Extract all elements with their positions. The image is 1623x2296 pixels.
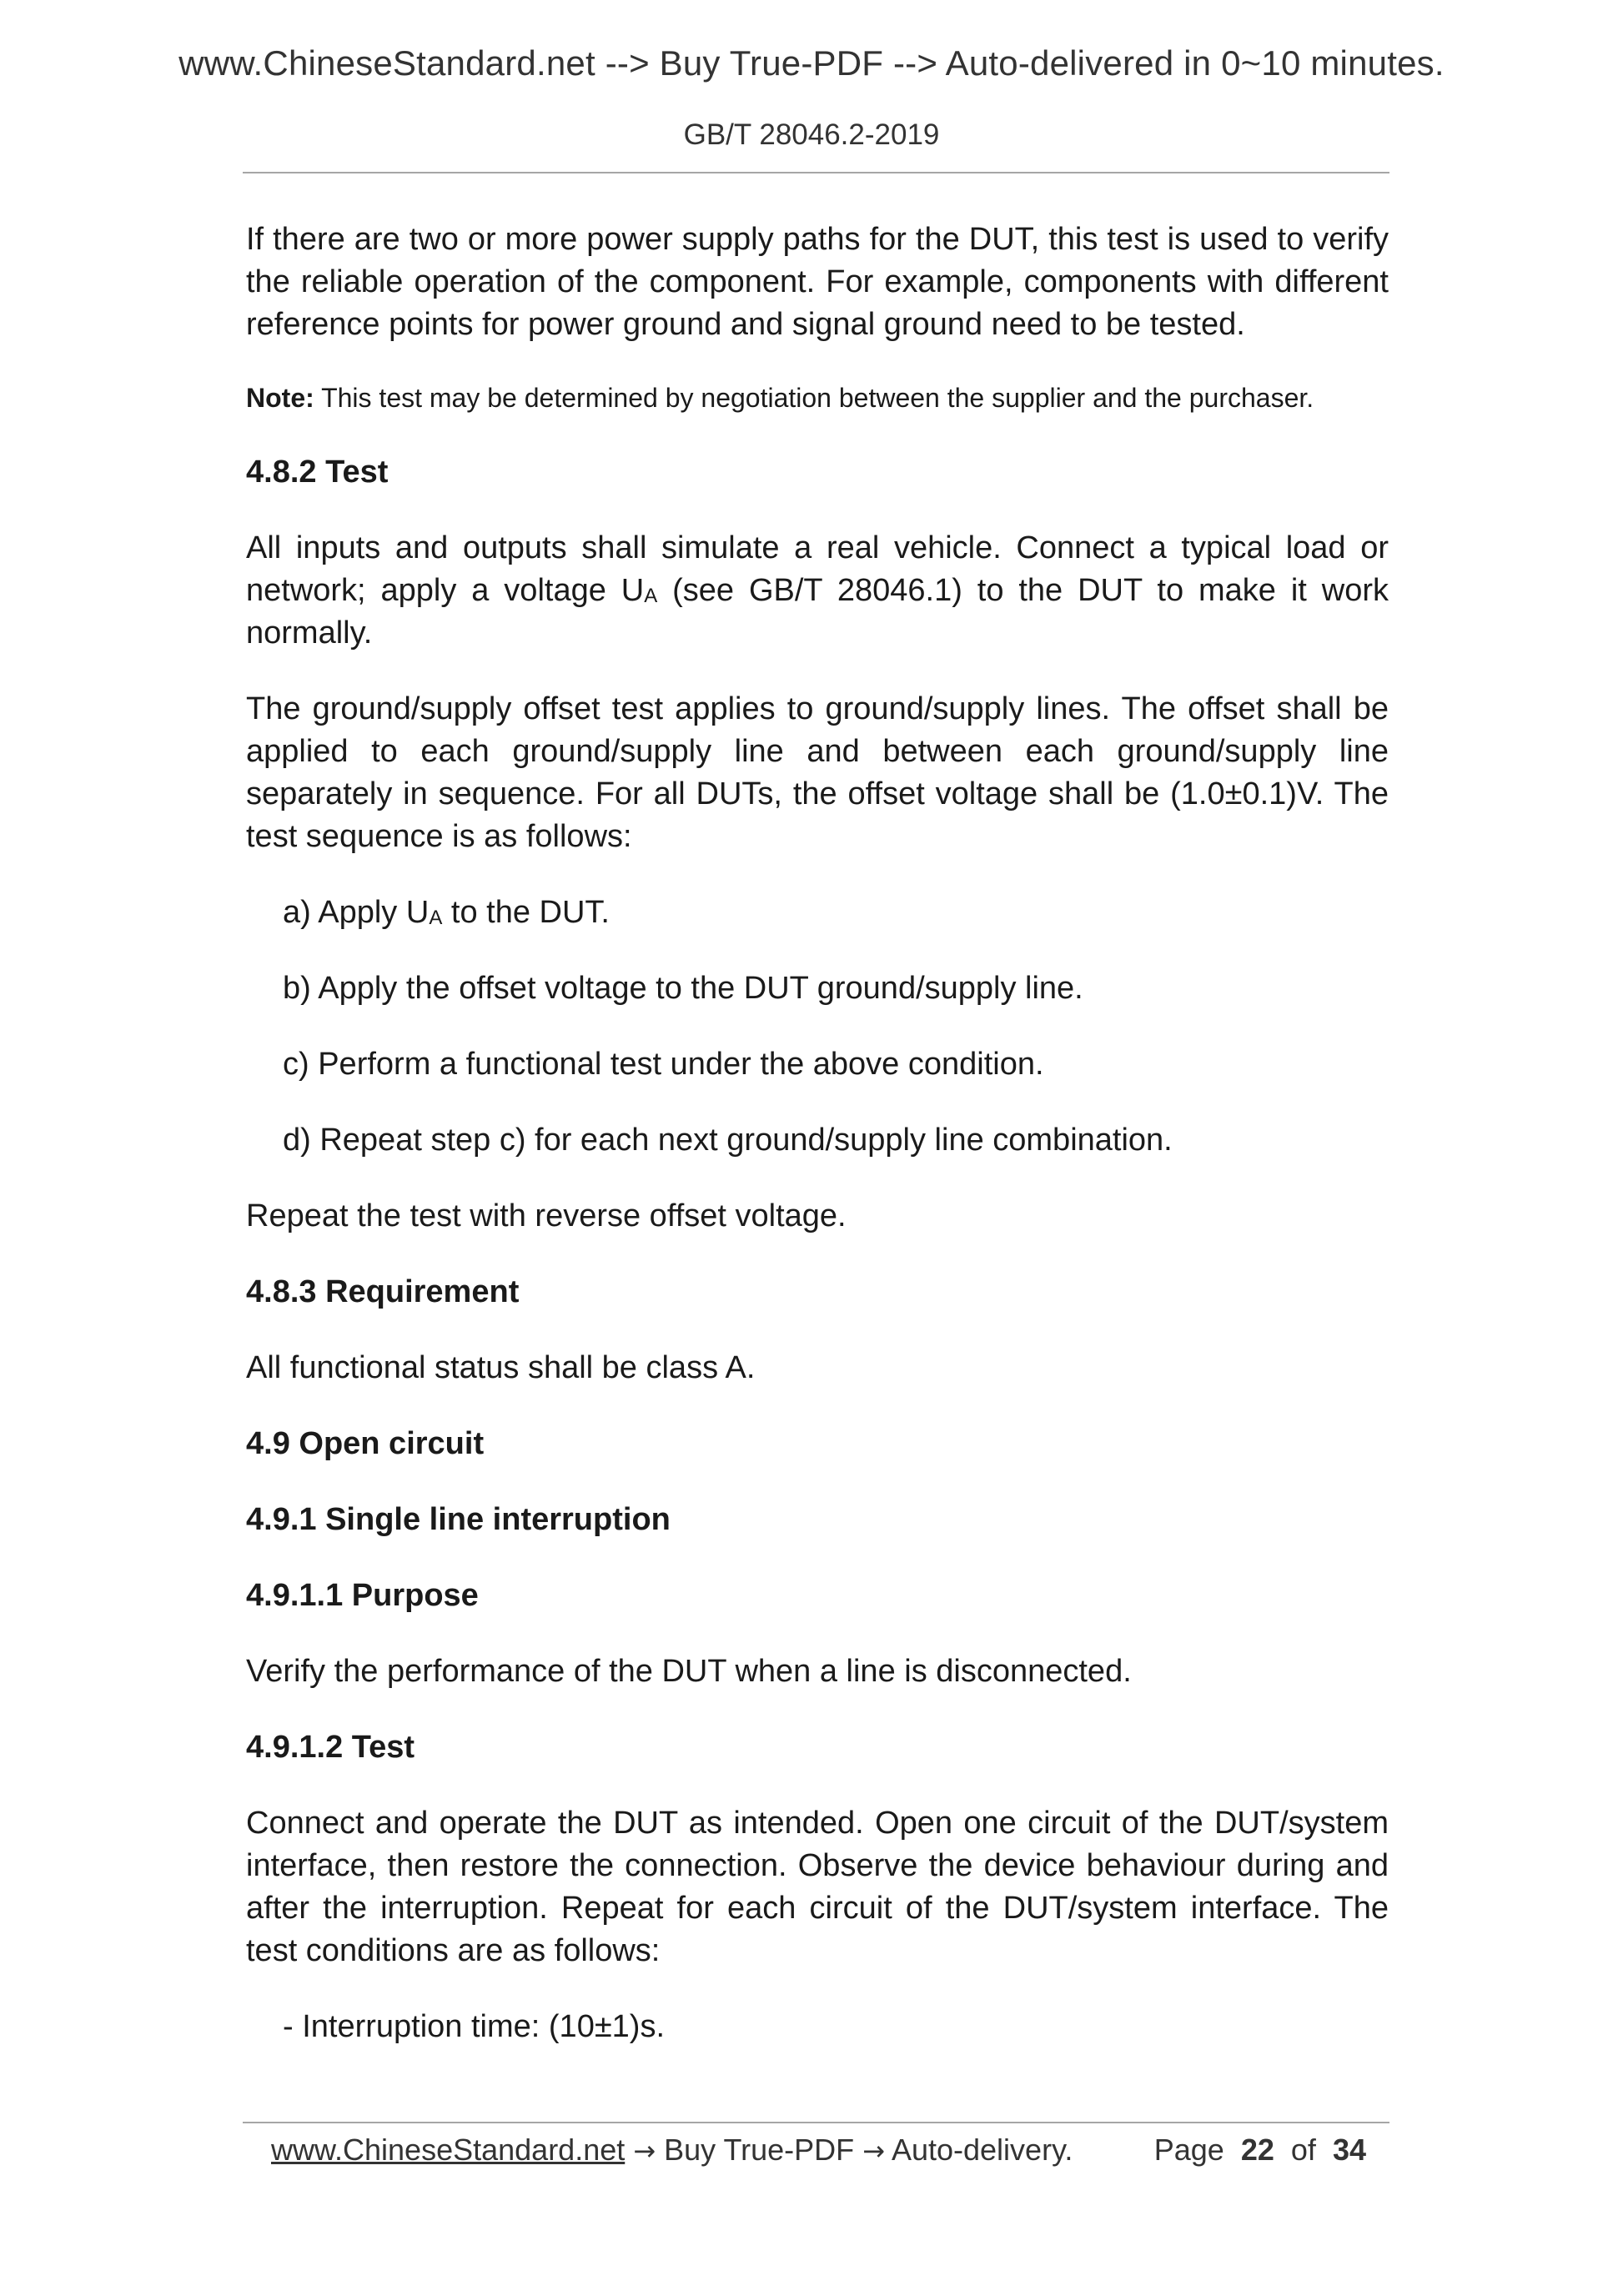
page-footer	[271, 2125, 1380, 2175]
step-b: b) Apply the offset voltage to the DUT ground/supply line.	[283, 971, 1083, 1006]
repeat-paragraph: Repeat the test with reverse offset voltage.	[246, 1198, 847, 1233]
offset-paragraph: The ground/supply offset test applies to ground/supply lines. The offset shall be applied to each ground/supply line and between each ground/supply line separately in sequence. For all DUTs, the offset voltage shall be (1.0±0.1)V. The test sequence is as follows:	[246, 691, 1389, 854]
arrow-icon: →	[862, 2135, 885, 2167]
top-banner: www.ChineseStandard.net --> Buy True-PDF --> Auto-delivered in 0~10 minutes.	[178, 43, 1445, 83]
heading-4-8-2: 4.8.2 Test	[246, 455, 389, 490]
step-a-start: a) Apply U	[283, 895, 430, 930]
heading-4-9-1-2: 4.9.1.2 Test	[246, 1730, 415, 1765]
inputs-paragraph	[246, 527, 1389, 655]
step-a-subscript: A	[429, 907, 443, 929]
inputs-text-start: All inputs and outputs shall simulate a real vehicle. Connect a typical load or network; apply a voltage U	[246, 530, 1389, 608]
document-body	[246, 219, 1389, 2082]
inputs-text-end: (see GB/T 28046.1) to the DUT to make it work normally.	[246, 573, 1389, 651]
inputs-subscript: A	[644, 585, 658, 607]
heading-4-9-1-1: 4.9.1.1 Purpose	[246, 1578, 479, 1613]
step-c: c) Perform a functional test under the above condition.	[283, 1047, 1044, 1082]
purpose-paragraph: Verify the performance of the DUT when a line is disconnected.	[246, 1654, 1132, 1689]
step-d: d) Repeat step c) for each next ground/supply line combination.	[283, 1123, 1173, 1158]
note	[246, 379, 1389, 416]
note-text: This test may be determined by negotiation between the supplier and the purchaser.	[314, 383, 1314, 413]
standard-code: GB/T 28046.2-2019	[683, 118, 940, 151]
footer-site-link[interactable]: www.ChineseStandard.net	[271, 2133, 626, 2167]
heading-4-9-1: 4.9.1 Single line interruption	[246, 1502, 671, 1537]
page-indicator	[1154, 2125, 1366, 2175]
heading-4-8-3: 4.8.3 Requirement	[246, 1274, 520, 1309]
heading-4-9: 4.9 Open circuit	[246, 1426, 485, 1461]
page-label: Page	[1153, 2133, 1224, 2167]
step-a-end: to the DUT.	[442, 895, 610, 930]
header-divider	[243, 172, 1389, 173]
interruption-bullet: - Interruption time: (10±1)s.	[283, 2009, 666, 2044]
page-current: 22	[1240, 2133, 1274, 2167]
class-paragraph: All functional status shall be class A.	[246, 1350, 756, 1385]
intro-paragraph: If there are two or more power supply paths for the DUT, this test is used to verify the reliable operation of the component. For example, components with different reference points for power ground and signal ground need to be tested.	[246, 222, 1389, 342]
footer-delivery-text: Auto-delivery.	[884, 2133, 1073, 2167]
arrow-icon: →	[633, 2135, 656, 2167]
note-label: Note:	[246, 383, 314, 413]
connect-paragraph: Connect and operate the DUT as intended. Open one circuit of the DUT/system interface, then restore the connection. Observe the device behaviour during and after the interruption. Repeat for each circuit of the DUT/system interface. The test conditions are as follows:	[246, 1806, 1389, 1968]
page-total: 34	[1332, 2133, 1366, 2167]
of-label: of	[1290, 2133, 1316, 2167]
footer-divider	[243, 2122, 1389, 2123]
step-a	[283, 892, 1389, 934]
footer-buy-text: Buy True-PDF	[656, 2133, 863, 2167]
